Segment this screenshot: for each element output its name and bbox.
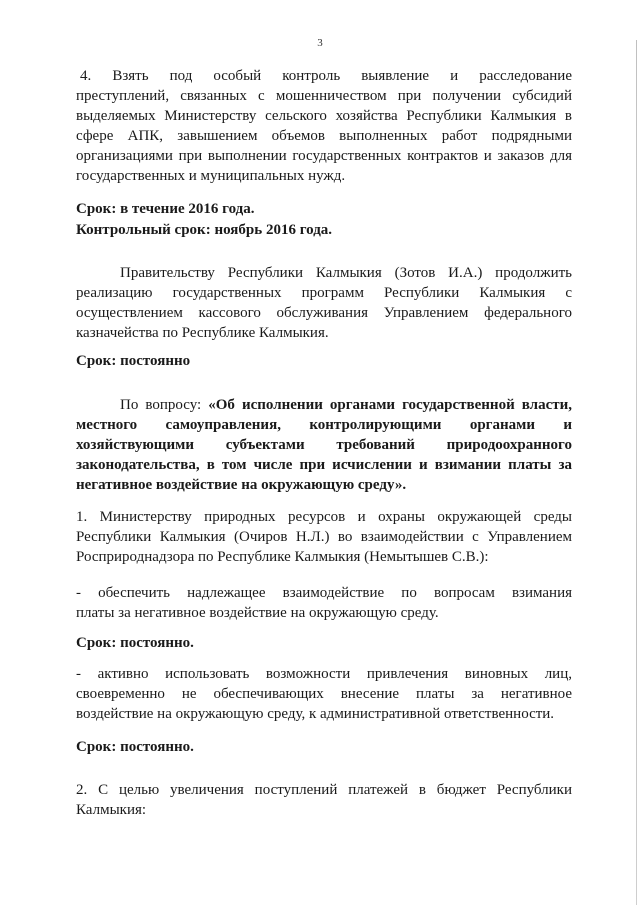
- item-2-line-2: Калмыкия:: [76, 802, 147, 818]
- question-intro: По вопросу:: [120, 397, 209, 413]
- item-4-line-4: сфере АПК, завышением объемов выполненных работ подрядными: [76, 128, 572, 144]
- item-1-line-1: 1. Министерству природных ресурсов и охраны окружающей среды: [76, 509, 572, 525]
- item-4-line-2: преступлений, связанных с мошенничеством при получении субсидий: [76, 88, 572, 104]
- dash-2-line-1: - активно использовать возможности привлечения виновных лиц,: [76, 666, 572, 682]
- government-line-3: осуществлением кассового обслуживания Управлением федерального: [76, 305, 572, 321]
- government-line-1: Правительству Республики Калмыкия (Зотов И.А.) продолжить: [120, 265, 572, 281]
- control-deadline: Контрольный срок: ноябрь 2016 года.: [76, 222, 333, 238]
- deadline-2016: Срок: в течение 2016 года.: [76, 201, 255, 217]
- government-paragraph: [76, 263, 572, 343]
- dash-2-line-3: воздействие на окружающую среду, к административной ответственности.: [76, 706, 555, 722]
- item-2-line-1: 2. С целью увеличения поступлений платежей в бюджет Республики: [76, 782, 572, 798]
- dash-2-paragraph: [76, 664, 572, 724]
- item-4-line-3: выделяемых Министерству сельского хозяйства Республики Калмыкия в: [76, 108, 572, 124]
- government-line-4: казначейства по Республике Калмыкия.: [76, 325, 329, 341]
- question-paragraph: [76, 395, 572, 495]
- dash-1-paragraph: [76, 583, 572, 623]
- question-line-3: хозяйствующими субъектами требований природоохранного: [76, 437, 572, 453]
- item-2-paragraph: [76, 780, 572, 820]
- dash-1-line-1: - обеспечить надлежащее взаимодействие по вопросам взимания: [76, 585, 572, 601]
- item-4-line-6: государственных и муниципальных нужд.: [76, 168, 346, 184]
- item-4-line-1: 4. Взять под особый контроль выявление и расследование: [80, 68, 572, 84]
- deadline-permanent-2: Срок: постоянно.: [76, 635, 194, 651]
- page-number: 3: [317, 37, 323, 49]
- deadline-permanent: Срок: постоянно: [76, 353, 191, 369]
- question-line-1: [76, 395, 572, 415]
- scan-edge: [636, 0, 637, 905]
- item-4-paragraph: [76, 66, 572, 186]
- question-title-line-1: «Об исполнении органами государственной власти,: [208, 397, 572, 413]
- government-line-2: реализацию государственных программ Республики Калмыкия с: [76, 285, 572, 301]
- dash-1-line-2: платы за негативное воздействие на окружающую среду.: [76, 605, 439, 621]
- question-line-4: законодательства, в том числе при исчислении и взимании платы за: [76, 457, 572, 473]
- dash-2-line-2: своевременно не обеспечивающих внесение платы за негативное: [76, 686, 572, 702]
- item-1-paragraph: [76, 507, 572, 567]
- item-4-line-5: организациями при выполнении государственных контрактов и заказов для: [76, 148, 572, 164]
- question-line-5: негативное воздействие на окружающую среду».: [76, 477, 407, 493]
- deadline-permanent-3: Срок: постоянно.: [76, 739, 194, 755]
- item-1-line-3: Росприроднадзора по Республике Калмыкия (Немытышев С.В.):: [76, 549, 489, 565]
- item-1-line-2: Республики Калмыкия (Очиров Н.Л.) во взаимодействии с Управлением: [76, 529, 572, 545]
- question-line-2: местного самоуправления, контролирующими органами и: [76, 417, 572, 433]
